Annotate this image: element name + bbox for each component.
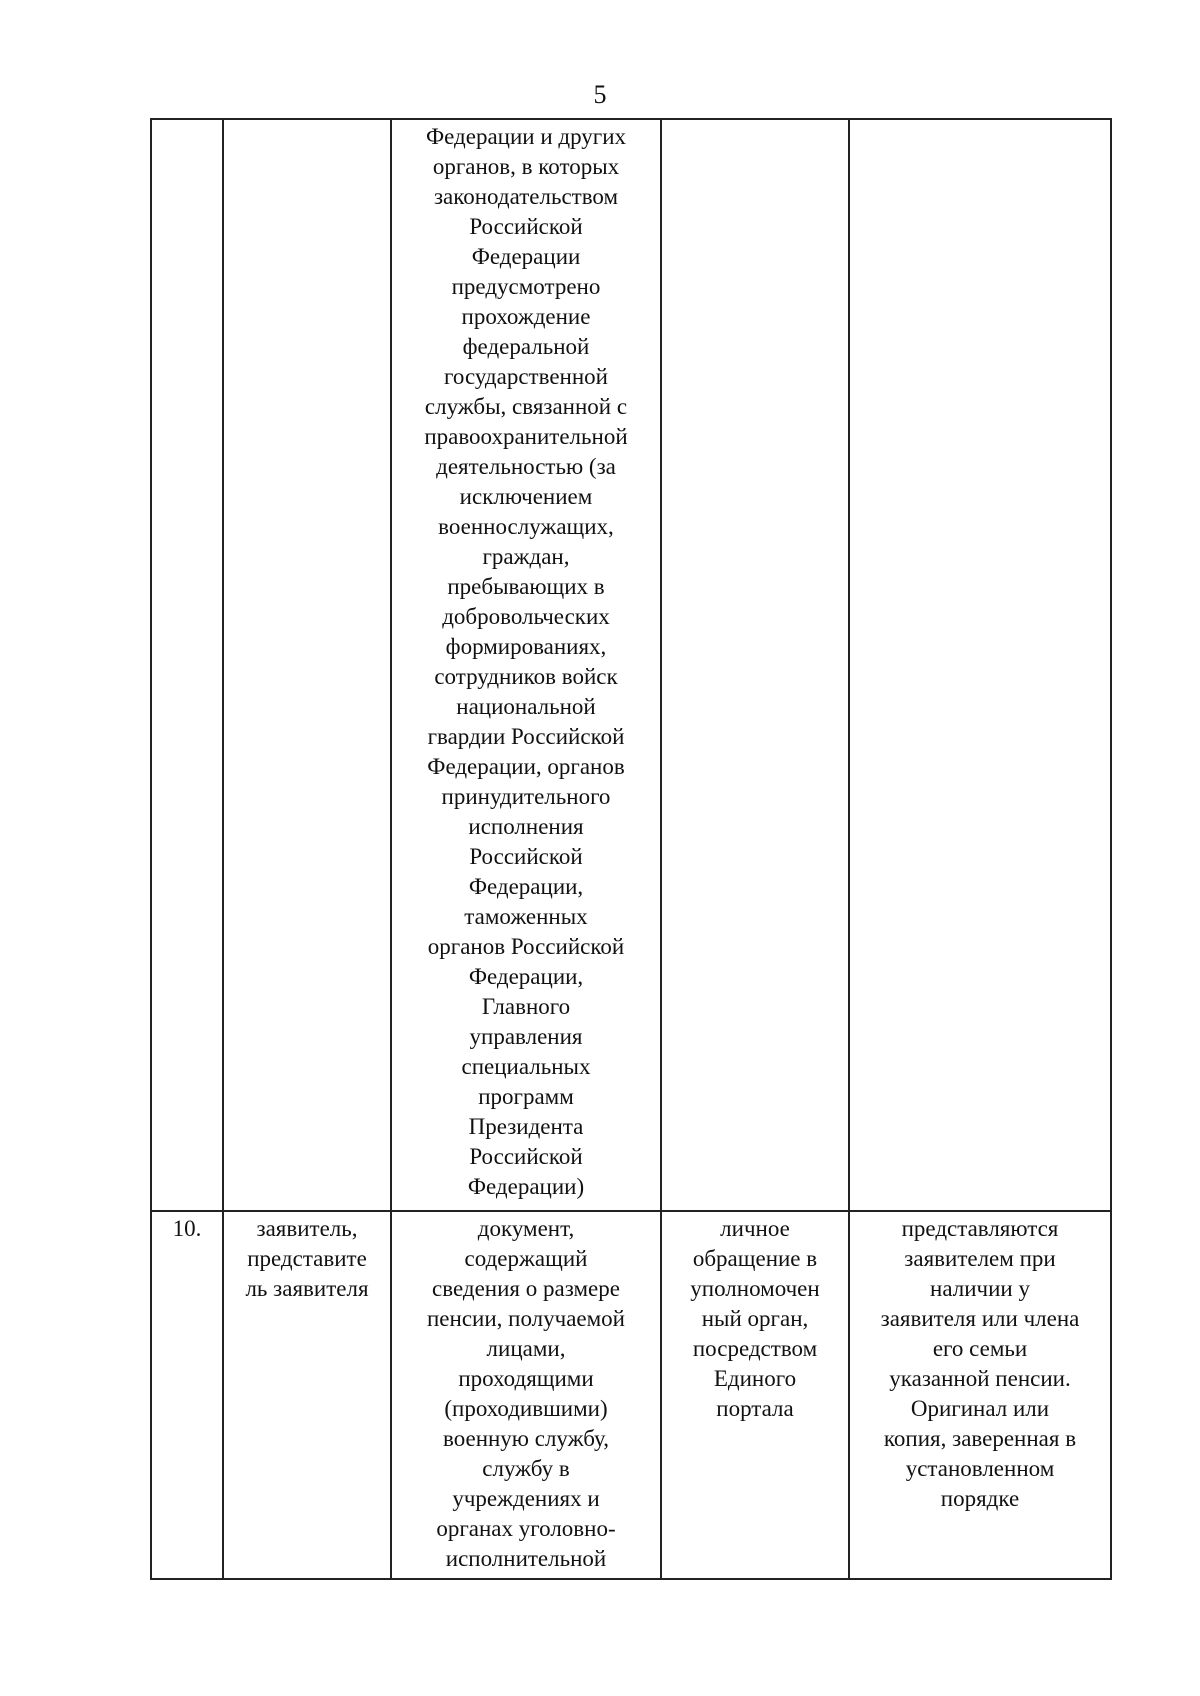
text-line: проходящими [458,1366,594,1391]
text-line: исполнения [468,814,584,839]
text-line: Федерации и других [425,124,627,149]
text-line: специальных [461,1054,591,1079]
text-line: службу в [482,1456,570,1481]
text-line: личное [720,1216,790,1241]
text-line: предусмотрено [451,274,601,299]
text-line: гвардии Российской [427,724,625,749]
text-line: принудительного [441,784,611,809]
cell-method [661,1211,849,1579]
text-line: военнослужащих, [438,514,614,539]
text-line: военную службу, [443,1426,609,1451]
text-line: посредством [692,1336,818,1361]
text-line: правоохранительной [424,424,628,449]
table-row-10 [151,1211,1111,1579]
cell-applicant [223,119,391,1211]
text-line: Российской [469,1144,583,1169]
cell-note [849,1211,1111,1579]
text-line: учреждениях и [452,1486,600,1511]
text-line: Единого [713,1366,797,1391]
text-line: наличии у [930,1276,1030,1301]
text-line: органов, в которых [432,154,620,179]
text-line: национальной [456,694,596,719]
text-line: исполнительной [445,1546,607,1571]
text-line: Российской [469,214,583,239]
cell-number [151,119,223,1211]
method-lines [670,1214,840,1424]
text-line: пенсии, получаемой [427,1306,625,1331]
cell-document [391,1211,661,1579]
text-line: лицами, [486,1336,566,1361]
text-line: пребывающих в [447,574,605,599]
text-line: органов Российской [427,934,625,959]
text-line: копия, заверенная в [883,1426,1077,1451]
text-line: заявитель, [256,1216,358,1241]
text-line: порядке [940,1486,1020,1511]
text-line: органах уголовно- [436,1516,616,1541]
documents-table [150,118,1112,1580]
text-line: установленном [905,1456,1055,1481]
text-line: содержащий [464,1246,588,1271]
text-line: управления [469,1024,583,1049]
note-lines [858,1214,1102,1514]
text-line: сотрудников войск [434,664,618,689]
text-line: граждан, [482,544,570,569]
text-line: документ, [477,1216,575,1241]
cell-document [391,119,661,1211]
page-number: 5 [593,80,607,109]
text-line: ль заявителя [245,1276,369,1301]
text-line: программ [478,1084,574,1109]
text-line: представляются [901,1216,1059,1241]
cell-number: 10. [151,1211,223,1579]
text-line: Федерации, [468,874,584,899]
document-lines [400,1214,652,1574]
text-line: формированиях, [445,634,607,659]
text-line: (проходившими) [444,1396,608,1421]
text-line: портала [716,1396,794,1421]
table-row-continuation [151,119,1111,1211]
text-line: представите [247,1246,367,1271]
applicant-lines [232,1214,382,1304]
cell-note [849,119,1111,1211]
text-line: Федерации, органов [427,754,625,779]
text-line: законодательством [433,184,619,209]
text-line: уполномочен [690,1276,820,1301]
text-line: Федерации) [467,1174,585,1199]
text-line: обращение в [692,1246,818,1271]
text-line: Оригинал или [910,1396,1050,1421]
text-line: Федерации [471,244,581,269]
text-line: Федерации, [468,964,584,989]
text-line: заявителя или члена [880,1306,1080,1331]
text-line: службы, связанной с [424,394,628,419]
text-line: Главного [481,994,571,1019]
text-line: государственной [444,364,608,389]
text-line: заявителем при [904,1246,1056,1271]
document-lines [400,122,652,1202]
text-line: таможенных [464,904,588,929]
text-line: указанной пенсии. [889,1366,1071,1391]
text-line: деятельностью (за [436,454,616,479]
text-line: Российской [469,844,583,869]
text-line: ный орган, [701,1306,809,1331]
text-line: исключением [459,484,593,509]
text-line: прохождение [461,304,591,329]
text-line: сведения о размере [432,1276,620,1301]
cell-applicant [223,1211,391,1579]
text-line: Президента [468,1114,584,1139]
text-line: федеральной [462,334,590,359]
text-line: его семьи [932,1336,1028,1361]
text-line: добровольческих [442,604,610,629]
cell-method [661,119,849,1211]
